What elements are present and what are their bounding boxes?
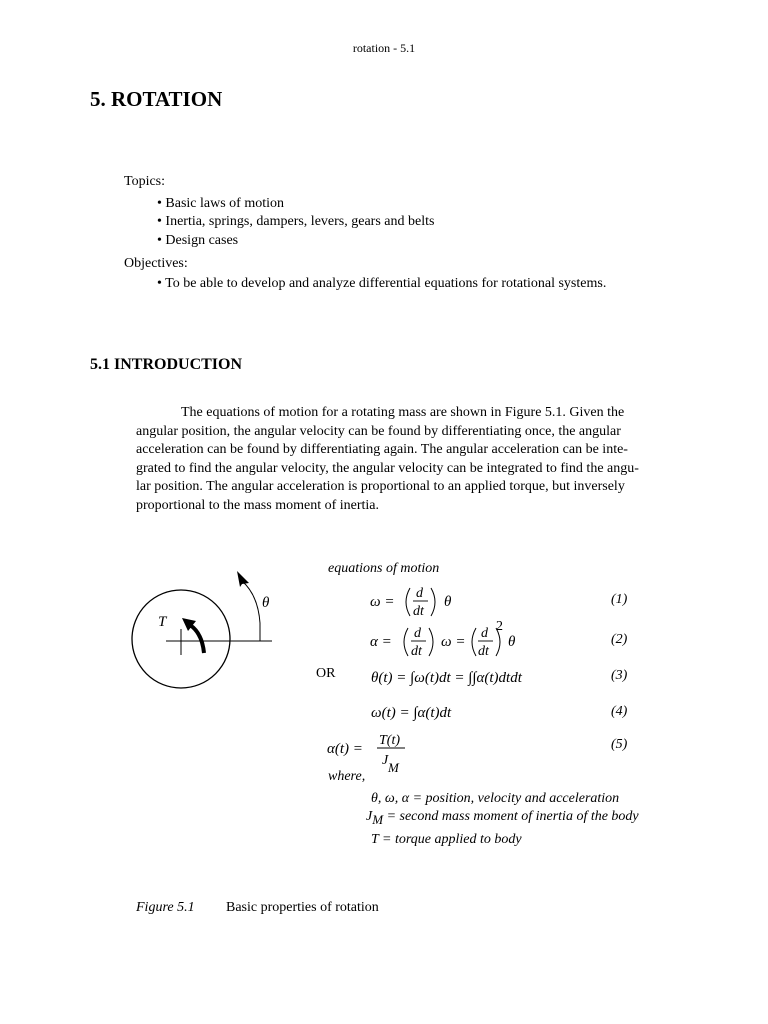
equation-3: θ(t) = ∫ω(t)dt = ∫∫α(t)dtdt [371, 670, 522, 686]
eq5-denominator-subscript: M [388, 760, 399, 775]
eq2-right-paren [429, 628, 433, 656]
theta-arc [242, 581, 260, 641]
eq1-left-paren [406, 588, 410, 616]
theta-arrowhead-icon [237, 571, 249, 587]
equation-number: (1) [611, 592, 628, 607]
eq2-numerator: d [414, 626, 421, 641]
paragraph-line: acceleration can be found by differentiating again. The angular acceleration can be inte- [136, 442, 628, 457]
eq1-lhs: ω = [370, 594, 395, 610]
angle-label: θ [262, 595, 270, 611]
paragraph-line: grated to find the angular velocity, the angular velocity can be integrated to find the angu- [136, 460, 639, 476]
eq2-left-paren [404, 628, 408, 656]
rotation-diagram [130, 565, 280, 695]
eq5-denominator: J [382, 753, 389, 768]
where-label: where, [328, 769, 366, 784]
paragraph-line: angular position, the angular velocity can be found by differentiating once, the angular [136, 423, 621, 439]
eq2-numerator-2: d [481, 626, 488, 641]
or-label: OR [316, 666, 336, 681]
eq2-middle: ω = [441, 634, 466, 650]
eq5-numerator: T(t) [379, 733, 400, 748]
inertia-subscript: M [372, 811, 384, 827]
equation-number: (2) [611, 632, 628, 647]
equation-number: (4) [611, 704, 628, 719]
equations-heading: equations of motion [328, 561, 440, 576]
chapter-title: 5. ROTATION [90, 87, 223, 111]
eq1-right-paren [431, 588, 435, 616]
equation-2 [368, 616, 538, 664]
torque-label: T [158, 614, 167, 630]
inertia-symbol: J [366, 809, 373, 824]
section-heading: 5.1 INTRODUCTION [90, 356, 243, 373]
eq2-exponent: 2 [496, 619, 503, 634]
eq2-left-paren-2 [472, 628, 476, 656]
figure-caption-label: Figure 5.1 [136, 900, 195, 915]
paragraph-line: lar position. The angular acceleration is proportional to an applied torque, but inversely [136, 479, 625, 494]
eq2-lhs: α = [370, 634, 392, 650]
eq5-lhs: α(t) = [327, 741, 363, 757]
topics-label: Topics: [124, 174, 166, 189]
eq2-denominator-2: dt [478, 644, 489, 659]
eq1-rhs: θ [444, 594, 452, 610]
figure-caption-text: Basic properties of rotation [226, 900, 379, 915]
eq1-numerator: d [416, 586, 423, 601]
objective-item: • To be able to develop and analyze differential equations for rotational systems. [157, 276, 607, 291]
equation-number: (3) [611, 668, 628, 683]
paragraph-line: proportional to the mass moment of inertia. [136, 497, 380, 513]
equation-4: ω(t) = ∫α(t)dt [371, 705, 452, 721]
equation-number: (5) [611, 737, 628, 752]
intro-paragraph [136, 404, 686, 515]
topic-item: • Inertia, springs, dampers, levers, gears and belts [157, 214, 435, 229]
topic-item: • Design cases [157, 233, 239, 248]
definition-moment-of-inertia [366, 809, 639, 828]
paragraph-line: The equations of motion for a rotating mass are shown in Figure 5.1. Given the [181, 405, 625, 420]
torque-arrow-arc [190, 625, 204, 653]
definition-position-velocity-acceleration: θ, ω, α = position, velocity and acceleration [371, 791, 620, 806]
eq2-rhs: θ [508, 634, 516, 650]
running-header: rotation - 5.1 [352, 41, 416, 55]
eq1-denominator: dt [413, 604, 424, 619]
inertia-definition-text: = second mass moment of inertia of the body [383, 809, 639, 824]
objectives-label: Objectives: [124, 256, 188, 271]
eq2-denominator: dt [411, 644, 422, 659]
definition-torque: T = torque applied to body [371, 832, 522, 847]
topic-item: • Basic laws of motion [157, 196, 284, 211]
